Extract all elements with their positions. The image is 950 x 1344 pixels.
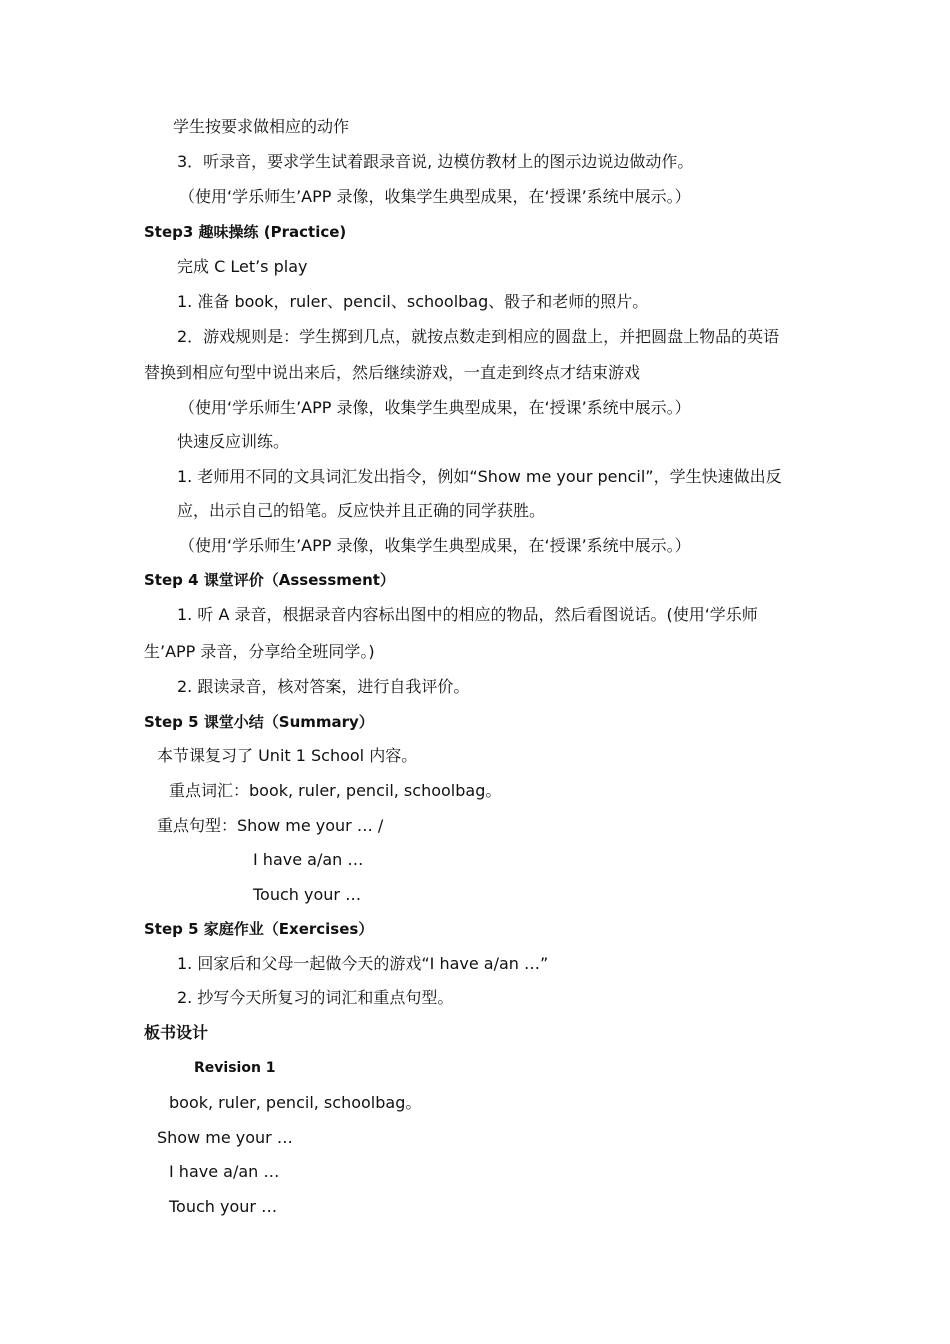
text-line-15: 1. 听 A 录音，根据录音内容标出图中的相应的物品，然后看图说话。(使用‘学乐师 [177,605,758,624]
text-line-05: 完成 C Let’s play [177,257,308,276]
text-line-19: 本节课复习了 Unit 1 School 内容。 [157,746,418,765]
text-line-23: Touch your … [253,885,362,904]
text-line-02: 3．听录音，要求学生试着跟录音说, 边模仿教材上的图示边说边做动作。 [177,152,694,171]
text-line-12: 应，出示自己的铅笔。反应快并且正确的同学获胜。 [177,501,546,520]
board-title: Revision 1 [194,1060,276,1076]
text-line-21: 重点句型：Show me your … / [157,816,384,835]
board-vocabulary: book, ruler, pencil, schoolbag。 [169,1093,422,1112]
text-line-01: 学生按要求做相应的动作 [173,117,350,136]
text-line-03: （使用‘学乐师生’APP 录像，收集学生典型成果，在‘授课’系统中展示。） [179,187,691,206]
text-line-08: 替换到相应句型中说出来后，然后继续游戏，一直走到终点才结束游戏 [144,363,641,382]
text-line-06: 1. 准备 book，ruler、pencil、schoolbag、骰子和老师的照片。 [177,292,649,311]
board-sentence-2: I have a/an … [169,1162,280,1181]
text-line-26: 2. 抄写今天所复习的词汇和重点句型。 [177,988,454,1007]
text-line-22: I have a/an … [253,850,364,869]
text-line-07: 2．游戏规则是：学生掷到几点，就按点数走到相应的圆盘上，并把圆盘上物品的英语 [177,327,780,346]
text-line-13: （使用‘学乐师生’APP 录像，收集学生典型成果，在‘授课’系统中展示。） [179,536,691,555]
text-line-25: 1. 回家后和父母一起做今天的游戏“I have a/an …” [177,954,549,973]
text-line-10: 快速反应训练。 [177,432,290,451]
board-sentence-1: Show me your … [157,1128,293,1147]
board-sentence-3: Touch your … [169,1197,278,1216]
section-heading-assessment: Step 4 课堂评价（Assessment） [144,571,395,589]
section-heading-exercises: Step 5 家庭作业（Exercises） [144,920,374,938]
text-line-20: 重点词汇：book, ruler, pencil, schoolbag。 [169,781,502,800]
section-heading-summary: Step 5 课堂小结（Summary） [144,713,374,731]
text-line-17: 2. 跟读录音，核对答案，进行自我评价。 [177,677,470,696]
text-line-09: （使用‘学乐师生’APP 录像，收集学生典型成果，在‘授课’系统中展示。） [179,398,691,417]
text-line-16: 生’APP 录音，分享给全班同学。) [144,642,375,661]
section-heading-board-design: 板书设计 [144,1023,209,1042]
text-line-11: 1. 老师用不同的文具词汇发出指令，例如“Show me your pencil”，学生快速做出反 [177,467,782,486]
section-heading-practice: Step3 趣味操练 (Practice) [144,223,347,241]
